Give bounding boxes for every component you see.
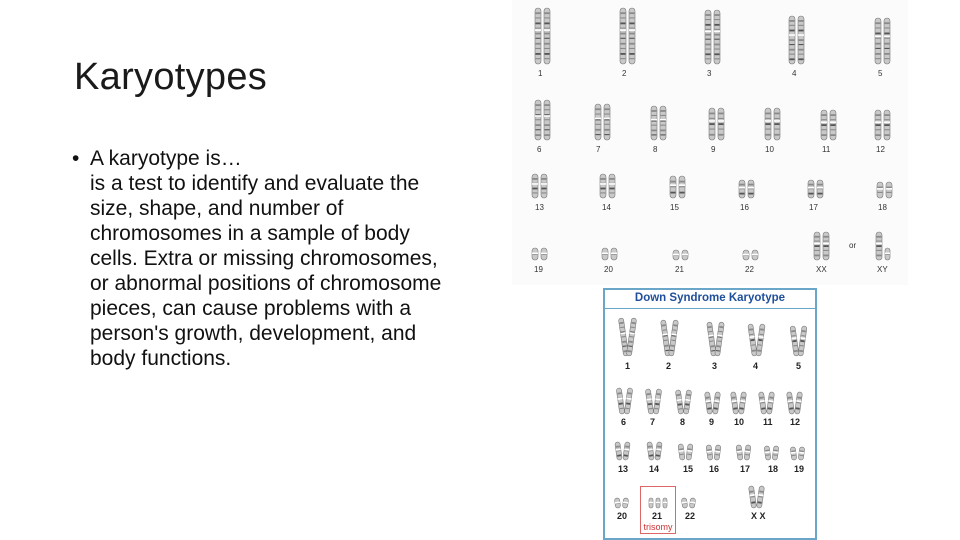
chromosome-pair-icon — [717, 322, 722, 356]
bullet-dot: • — [72, 147, 80, 170]
chromosome-pair-icon — [621, 318, 626, 356]
chromosome-pair-icon — [773, 446, 778, 460]
chromosome-pair-icon — [706, 392, 711, 414]
chromosome-pair-icon — [808, 180, 814, 198]
down-syndrome-karyotype-panel — [603, 288, 817, 540]
chromosome-pair-icon — [737, 445, 742, 460]
ds-label-5: 5 — [796, 361, 802, 371]
bullet-lead: A karyotype is… — [90, 147, 242, 170]
label-16: 16 — [740, 203, 749, 212]
ds-label-13: 13 — [618, 464, 629, 474]
label-xy: XY — [877, 265, 888, 274]
chromosome-pair-icon — [765, 446, 770, 460]
chromosome-pair-icon — [789, 16, 795, 64]
chromosome-pair-icon — [651, 106, 657, 140]
chromosome-pair-icon — [611, 248, 617, 260]
chromosome-pair-icon — [743, 250, 749, 260]
chromosome-pair-icon — [758, 486, 763, 508]
chromosome-pair-icon — [647, 389, 652, 414]
label-2: 2 — [622, 69, 627, 78]
label-17: 17 — [809, 203, 818, 212]
bullet-item — [72, 146, 452, 371]
chromosome-pair-icon — [830, 110, 836, 140]
chromosome-pair-icon — [609, 174, 615, 198]
chromosome-pair-icon — [690, 498, 695, 508]
label-7: 7 — [596, 145, 601, 154]
chromosome-pair-icon — [604, 104, 610, 140]
chromosome-pair-icon — [532, 248, 538, 260]
chromosome-pair-icon — [886, 182, 892, 198]
chromosome-pair-icon — [535, 100, 541, 140]
label-15: 15 — [670, 203, 679, 212]
bullet-definition: is a test to identify and evaluate the size, shape, and number of chromosomes in a sample of body cells. Extra or missing chromosomes, or abnormal positions of chromosome pieces, can cause problems with a person's growth, development, and body functions. — [90, 172, 442, 370]
label-10: 10 — [765, 145, 774, 154]
chromosome-pair-icon — [535, 8, 541, 64]
ds-label-12: 12 — [790, 417, 801, 427]
chromosome-pair-icon — [765, 108, 771, 140]
label-9: 9 — [711, 145, 716, 154]
chromosome-pair-icon — [687, 444, 692, 460]
label-19: 19 — [534, 265, 543, 274]
chromosome-pair-icon — [663, 320, 668, 356]
label-4: 4 — [792, 69, 797, 78]
label-14: 14 — [602, 203, 611, 212]
chromosome-pair-icon — [823, 232, 829, 260]
chromosome-pair-icon — [791, 447, 796, 460]
label-3: 3 — [707, 69, 712, 78]
chromosome-pair-icon — [679, 444, 684, 460]
chromosome-pair-icon — [774, 108, 780, 140]
chromosome-pair-icon — [799, 447, 804, 460]
chromosome-pair-icon — [875, 110, 881, 140]
trisomy-21-icon — [649, 498, 653, 508]
chromosome-pair-icon — [739, 180, 745, 198]
label-12: 12 — [876, 145, 885, 154]
label-xx: XX — [816, 265, 827, 274]
chromosome-pair-icon — [677, 390, 682, 414]
trisomy-21-icon — [663, 498, 667, 508]
chromosome-pair-icon — [750, 486, 755, 508]
chromosome-pair-icon — [541, 174, 547, 198]
down-syndrome-title: Down Syndrome Karyotype — [634, 292, 786, 304]
slide-body — [72, 146, 452, 371]
ds-label-6: 6 — [621, 417, 627, 427]
chromosome-pair-icon — [602, 248, 608, 260]
chromosome-pair-icon — [616, 442, 621, 460]
ds-label-14: 14 — [649, 464, 660, 474]
chromosome-pair-icon — [715, 445, 720, 460]
trisomy-21-icon — [656, 498, 660, 508]
chromosome-pair-icon — [788, 392, 793, 414]
chromosome-pair-icon — [595, 104, 601, 140]
chromosome-pair-icon — [877, 182, 883, 198]
ds-label-2: 2 — [666, 361, 672, 371]
slide-title: Karyotypes — [74, 56, 268, 98]
chromosome-pair-icon — [748, 180, 754, 198]
ds-label-21: 21 — [652, 511, 663, 521]
ds-label-8: 8 — [680, 417, 686, 427]
chromosome-pair-icon — [718, 108, 724, 140]
chromosome-pair-icon — [709, 322, 714, 356]
chromosome-pair-icon — [875, 18, 881, 64]
chromosome-pair-icon — [732, 392, 737, 414]
chromosome-pair-icon — [796, 392, 801, 414]
chromosome-pair-icon — [752, 250, 758, 260]
chromosome-pair-icon — [532, 174, 538, 198]
ds-label-4: 4 — [753, 361, 759, 371]
label-18: 18 — [878, 203, 887, 212]
chromosome-pair-icon — [660, 106, 666, 140]
label-or: or — [849, 241, 857, 250]
chromosome-pair-icon — [707, 445, 712, 460]
ds-label-22: 22 — [685, 511, 696, 521]
ds-label-19: 19 — [794, 464, 805, 474]
label-11: 11 — [822, 145, 831, 154]
chromosome-pair-icon — [615, 498, 620, 508]
chromosome-pair-icon — [656, 442, 661, 460]
ds-label-1: 1 — [625, 361, 631, 371]
chromosome-pair-icon — [655, 389, 660, 414]
chromosome-pair-icon — [670, 176, 676, 198]
chromosome-pair-icon — [798, 16, 804, 64]
ds-label-7: 7 — [650, 417, 656, 427]
chromosome-pair-icon — [705, 10, 711, 64]
label-13: 13 — [535, 203, 544, 212]
label-22: 22 — [745, 265, 754, 274]
ds-label-9: 9 — [709, 417, 715, 427]
chromosome-pair-icon — [620, 8, 626, 64]
ds-label-16: 16 — [709, 464, 720, 474]
chromosome-pair-icon — [682, 250, 688, 260]
y-chromosome-icon — [885, 248, 890, 260]
ds-label-10: 10 — [734, 417, 745, 427]
label-20: 20 — [604, 265, 613, 274]
chromosome-pair-icon — [758, 324, 763, 356]
chromosome-pair-icon — [626, 388, 631, 414]
chromosome-pair-icon — [682, 498, 687, 508]
chromosome-pair-icon — [817, 180, 823, 198]
chromosome-pair-icon — [618, 388, 623, 414]
chromosome-pair-icon — [544, 100, 550, 140]
chromosome-pair-icon — [629, 8, 635, 64]
chromosome-pair-icon — [648, 442, 653, 460]
normal-karyotype-image — [512, 0, 908, 285]
chromosome-pair-icon — [671, 320, 676, 356]
label-6: 6 — [537, 145, 542, 154]
ds-label-3: 3 — [712, 361, 718, 371]
chromosome-pair-icon — [673, 250, 679, 260]
chromosome-pair-icon — [768, 392, 773, 414]
chromosome-pair-icon — [800, 326, 805, 356]
chromosome-pair-icon — [750, 324, 755, 356]
chromosome-pair-icon — [745, 445, 750, 460]
chromosome-pair-icon — [544, 8, 550, 64]
chromosome-pair-icon — [821, 110, 827, 140]
chromosome-pair-icon — [792, 326, 797, 356]
label-5: 5 — [878, 69, 883, 78]
x-chromosome-icon — [876, 232, 882, 260]
label-1: 1 — [538, 69, 543, 78]
chromosome-pair-icon — [814, 232, 820, 260]
ds-label-15: 15 — [683, 464, 694, 474]
chromosome-pair-icon — [600, 174, 606, 198]
chromosome-pair-icon — [629, 318, 634, 356]
trisomy-label: trisomy — [643, 522, 673, 532]
chromosome-pair-icon — [623, 498, 628, 508]
chromosome-pair-icon — [679, 176, 685, 198]
chromosome-pair-icon — [685, 390, 690, 414]
ds-label-17: 17 — [740, 464, 751, 474]
chromosome-pair-icon — [884, 18, 890, 64]
label-21: 21 — [675, 265, 684, 274]
label-8: 8 — [653, 145, 658, 154]
chromosome-pair-icon — [709, 108, 715, 140]
title-divider — [605, 308, 815, 309]
ds-label-18: 18 — [768, 464, 779, 474]
ds-label-20: 20 — [617, 511, 628, 521]
chromosome-pair-icon — [541, 248, 547, 260]
ds-label-xx: X X — [751, 511, 766, 521]
chromosome-pair-icon — [714, 392, 719, 414]
chromosome-pair-icon — [740, 392, 745, 414]
chromosome-pair-icon — [884, 110, 890, 140]
chromosome-pair-icon — [760, 392, 765, 414]
chromosome-pair-icon — [714, 10, 720, 64]
ds-label-11: 11 — [763, 417, 773, 427]
chromosome-pair-icon — [624, 442, 629, 460]
